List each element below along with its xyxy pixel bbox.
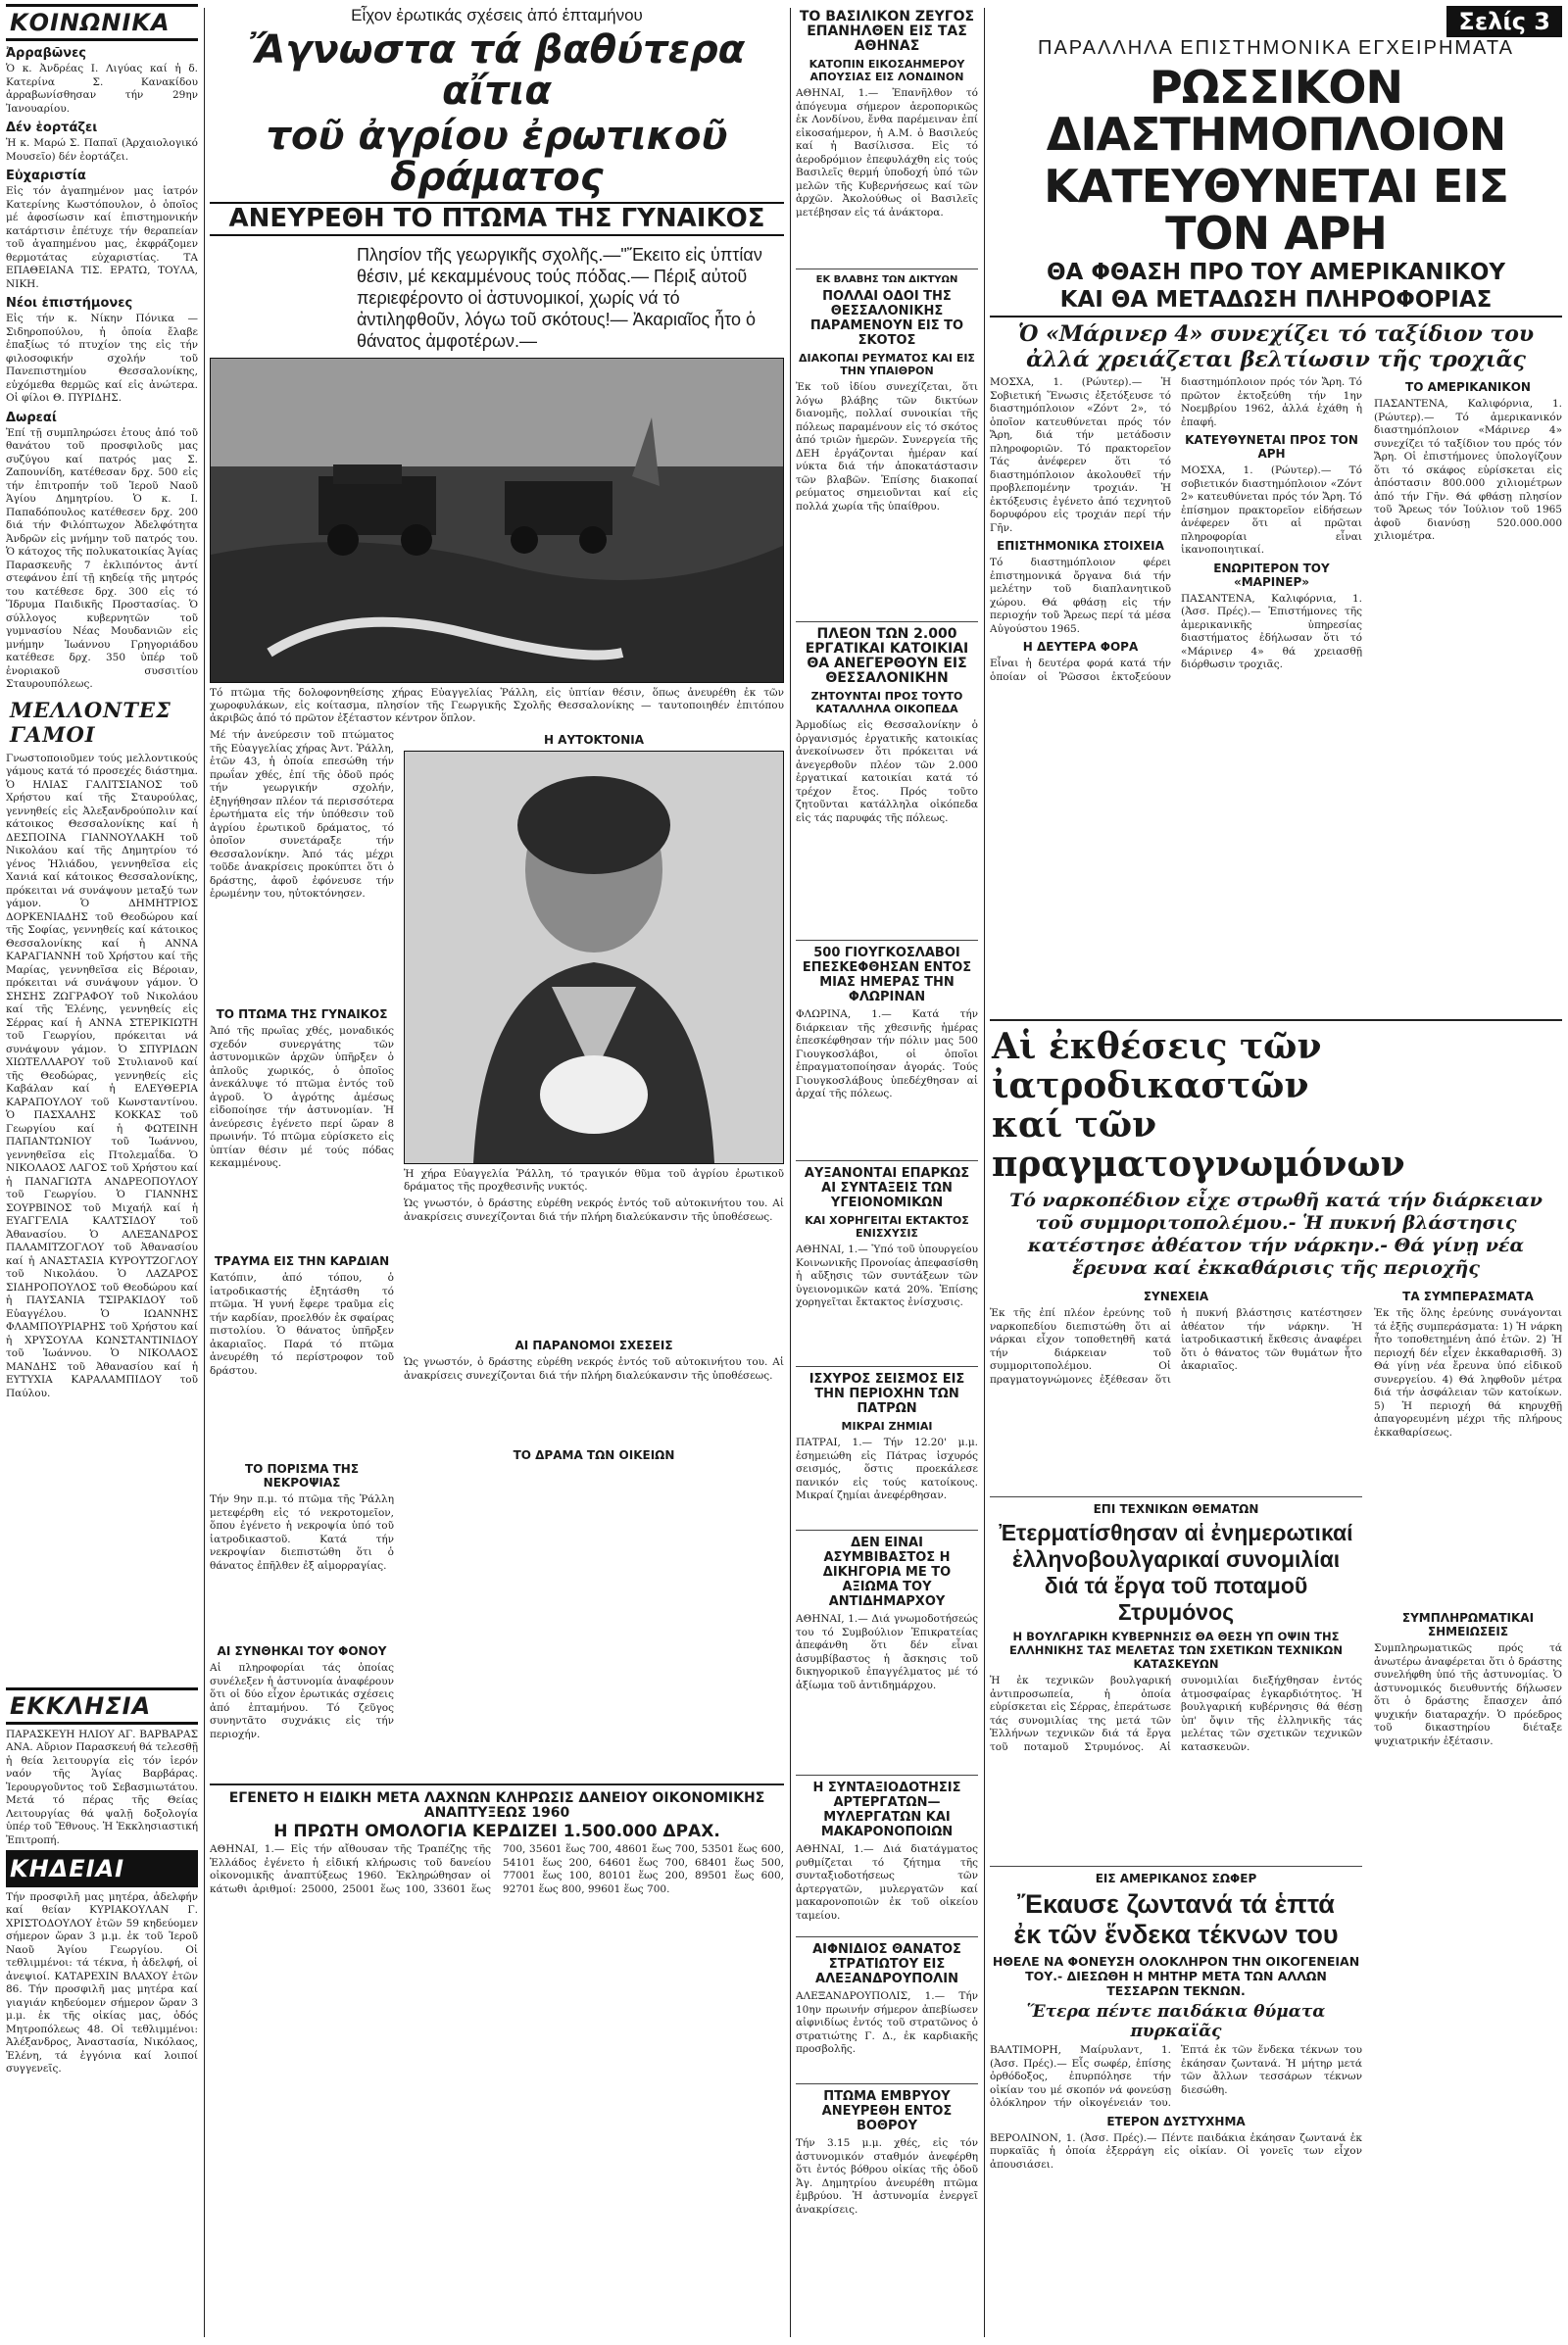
autopsy-body-main bbox=[990, 1286, 1362, 1390]
graduates-heading: Νέοι ἐπιστήμονες bbox=[6, 296, 133, 311]
story-headline-line2: τοῦ ἀγρίου ἐρωτικοῦ δράματος bbox=[266, 114, 728, 200]
lottery-subheadline: Η ΠΡΩΤΗ ΟΜΟΛΟΓΙΑ ΚΕΡΔΙΖΕΙ 1.500.000 ΔΡΑΧ. bbox=[273, 1822, 720, 1842]
story-text-7: Ὡς γνωστόν, ὁ δράστης εὑρέθη νεκρός ἐντός τοῦ αὐτοκινήτου του. Αἱ ἀνακρίσεις συνεχίζονται διά τήν πλήρη διαλεύκανσιν τῆς ὑποθέσεως. bbox=[404, 1356, 784, 1382]
tech-headline-line3: διά τά ἔργα τοῦ ποταμοῦ Στρυμόνος bbox=[1044, 1573, 1308, 1626]
bakers-headline: Η ΣΥΝΤΑΞΙΟΔΟΤΗΣΙΣ ΑΡΤΕΡΓΑΤΩΝ—ΜΥΛΕΡΓΑΤΩΝ ΚΑΙ ΜΑΚΑΡΟΝΟΠΟΙΩΝ bbox=[812, 1781, 961, 1839]
quake-headline: ΙΣΧΥΡΟΣ ΣΕΙΣΜΟΣ ΕΙΣ ΤΗΝ ΠΕΡΙΟΧΗΝ ΤΩΝ ΠΑΤΡΩΝ bbox=[808, 1372, 965, 1416]
quake-subheadline: ΜΙΚΡΑΙ ΖΗΜΙΑΙ bbox=[841, 1420, 933, 1433]
health-headline: ΑΥΞΑΝΟΝΤΑΙ ΕΠΑΡΚΩΣ ΑΙ ΣΥΝΤΑΞΕΙΣ ΤΩΝ ΥΓΕΙΟΝΟΜΙΚΩΝ bbox=[804, 1166, 970, 1210]
weddings-text: Γνωστοποιοῦμεν τούς μελλοντικούς γάμους κατά τό προσεχές διάστημα. Ὁ ΗΛΙΑΣ ΓΑΛΙΤΣΙΑΝΟΣ τοῦ Χρήστου καί τῆς Σταυρούλας, γεννηθείς εἰς Ἀλεξανδρούπολιν καί κάτοικος Θεσσαλονίκης καί ἡ ΔΕΣΠΟΙΝΑ ΓΙΑΝΝΟΥΛΑΚΗ τοῦ Νικολάου καί τῆς Δημητρίου τό γένος Ἠλιάδου, γεννηθεῖσα εἰς Χανιά καί κάτοικος Θεσσαλονίκης, πρόκειται νά συνάψουν μεταξύ των γάμον. Ὁ ΔΗΜΗΤΡΙΟΣ ΔΟΡΚΕΝΙΑΔΗΣ τοῦ Θεοδώρου καί τῆς Σοφίας, γεννηθείς καί κάτοικος Θεσσαλονίκης καί ἡ ΑΝΝΑ ΚΑΡΑΓΙΑΝΝΗ τοῦ Χρήστου καί τῆς Μαρίας, γεννηθεῖσα εἰς Βέροιαν, πρόκειται νά συνάψουν γάμον. Ὁ ΣΗΣΗΣ ΖΩΓΡΑΦΟΥ τοῦ Νικολάου καί τῆς Ἑλένης, γεννηθείς εἰς Σέρρας καί ἡ ΑΝΝΑ ΣΤΕΡΙΚΙΩΤΗ τοῦ Γεωργίου, πρόκειται νά συνάψουν γάμον. Ὁ ΣΠΥΡΙΔΩΝ ΧΙΩΤΕΛΛΑΡΟΥ τοῦ Στυλιανοῦ καί τῆς Θεοδώρας, γεννηθείς εἰς Καβάλαν καί ἡ ΕΛΕΥΘΕΡΙΑ ΚΑΡΑΠΟΥΛΟΥ τοῦ Κωνσταντίνου. Ὁ ΠΑΣΧΑΛΗΣ ΚΟΚΚΑΣ τοῦ Γεωργίου καί ἡ ΦΩΤΕΙΝΗ ΠΑΠΑΝΤΩΝΙΟΥ τοῦ Ἰωάννου, γεννηθεῖσα εἰς Πτολεμαΐδα. Ὁ ΝΙΚΟΛΑΟΣ ΛΑΓΟΣ τοῦ Χρήστου καί ἡ ΠΑΝΑΓΙΩΤΑ ΑΝΔΡΕΟΠΟΥΛΟΥ τοῦ Γεωργίου. Ὁ ΓΙΑΝΝΗΣ ΣΟΥΡΒΙΝΟΣ τοῦ Μιχαήλ καί ἡ ΕΥΑΓΓΕΛΙΑ ΚΑΛΤΣΙΔΟΥ τοῦ Ἀθανασίου. Ὁ ΑΛΕΞΑΝΔΡΟΣ ΠΑΛΑΜΙΤΖΟΓΛΟΥ τοῦ Ἀθανασίου καί ἡ ΑΝΑΣΤΑΣΙΑ ΚΥΡΟΥΤΖΟΓΛΟΥ τοῦ Νικολάου. Ὁ ΛΑΖΑΡΟΣ ΣΙΔΗΡΟΠΟΥΛΟΣ τοῦ Θεοδώρου καί ἡ ΠΑΥΣΑΝΙΑ ΤΣΙΡΑΚΙΔΟΥ τοῦ Εὐαγγέλου. Ὁ ΙΩΑΝΝΗΣ ΦΛΑΜΠΟΥΡΙΑΡΗΣ τοῦ Χρήστου καί ἡ ΧΡΥΣΟΥΛΑ ΚΩΝΣΤΑΝΤΙΝΙΔΟΥ τοῦ Ἰωάννου. Ὁ ΝΙΚΟΛΑΟΣ ΜΑΝΔΗΣ τοῦ Ἀθανασίου καί ἡ ΕΥΤΥΧΙΑ ΚΑΡΑΛΑΜΠΙΔΟΥ τοῦ Παύλου. bbox=[6, 752, 198, 1399]
divider bbox=[990, 1019, 1562, 1021]
engagements-text: Ὁ κ. Ἀνδρέας Ι. Λιγύας καί ἡ δ. Κατερίνα Σ. Κανακίδου ἀρραβωνίσθησαν τήν 29ην Ἰανουαρίου. bbox=[6, 63, 198, 115]
divider bbox=[210, 1783, 784, 1785]
space-deck: Ὁ «Μάρινερ 4» συνεχίζει τό ταξίδιον του ἀλλά χρειάζεται βελτίωσιν τῆς τροχιᾶς bbox=[1017, 321, 1535, 373]
deputy-text: ΑΘΗΝΑΙ, 1.— Διά γνωμοδοτήσεώς του τό Συμβούλιον Ἐπικρατείας ἀπεφάνθη ὅτι δέν εἶναι ἀσυμβίβαστος ἡ ἄσκησις τοῦ δικηγορικοῦ ἐπαγγέλματος μέ τό ἀξίωμα τοῦ ἀντιδημάρχου. bbox=[796, 1613, 978, 1691]
driver-sub-2: ΕΤΕΡΟΝ ΔΥΣΤΥΧΗΜΑ bbox=[1106, 2114, 1246, 2128]
autopsy-body bbox=[990, 1286, 1562, 1491]
thanks-heading: Εὐχαριστία bbox=[6, 169, 86, 183]
story-body bbox=[210, 729, 784, 1778]
royal-text: ΑΘΗΝΑΙ, 1.— Ἐπανῆλθον τό ἀπόγευμα σήμερον ἀεροπορικῶς ἐκ Λονδίνου, ἔνθα παρέμειναν ἐπί εἰκοσαήμερον, ἡ Α.Μ. ὁ Βασιλεύς καί ἡ Βασίλισσα. Εἰς τό ἀεροδρόμιον ἐπεφυλάχθη εἰς τούς Βασιλεῖς θερμή ὑποδοχή ὑπό τῶν μελῶν τῆς Κυβερνήσεως καί τῶν ἀρχῶν. Ἀκολούθως οἱ Βασιλεῖς μετέβησαν εἰς τά ἀνάκτορα. bbox=[796, 87, 978, 219]
network-text: Ἐκ τοῦ ἰδίου συνεχίζεται, ὅτι λόγω βλάβης τῶν δικτύων διανομῆς, πολλαί συνοικίαι τῆς πόλεως παραμένουν εἰς τό σκότος ἀπό τριῶν ἡμερῶν. Συνεργεία τῆς ΔΕΗ ἐργάζονται ἡμέραν καί νύκτα διά τήν ἀποκατάστασιν τῶν βλαβῶν. Ἐπίσης διακοπαί ρεύματος σημειοῦνται καί εἰς πολλά χωρία τῆς ὑπαίθρου. bbox=[796, 381, 978, 513]
network-subheadline: ΔΙΑΚΟΠΑΙ ΡΕΥΜΑΤΟΣ ΚΑΙ ΕΙΣ ΤΗΝ ΥΠΑΙΘΡΟΝ bbox=[799, 352, 975, 377]
driver-deck: Ἕτερα πέντε παιδάκια θύματα πυρκαϊᾶς bbox=[1026, 2002, 1326, 2042]
story-sub-wound: ΤΡΑΥΜΑ ΕΙΣ ΤΗΝ ΚΑΡΔΙΑΝ bbox=[214, 1254, 390, 1269]
main-story bbox=[210, 0, 784, 2345]
royal-subheadline: ΚΑΤΟΠΙΝ ΕΙΚΟΣΑΗΜΕΡΟΥ ΑΠΟΥΣΙΑΣ ΕΙΣ ΛΟΝΔΙΝΟΝ bbox=[808, 58, 965, 83]
soldier-text: ΑΛΕΞΑΝΔΡΟΥΠΟΛΙΣ, 1.— Τήν 10ην πρωινήν σήμερον ἀπεβίωσεν αἰφνιδίως ἐντός τοῦ στρατῶνος ὁ στρατιώτης Γ. Δ., ἐκ καρδιακῆς προσβολῆς. bbox=[796, 1990, 978, 2055]
story-lead: Πλησίον τῆς γεωργικῆς σχολῆς.—"Ἔκειτο εἰς ὑπτίαν θέσιν, μέ κεκαμμένους τούς πόδας.— Πέριξ αὐτοῦ περιεφέροντο οἱ ἀστυνομικοί, χωρίς νά τό ἀντιληφθοῦν, λόγω τοῦ σκότους!— Ἀκαριαῖος ἦτο ὁ θάνατος ἀμφοτέρων.— bbox=[357, 245, 762, 352]
embryo-headline: ΠΤΩΜΑ ΕΜΒΡΥΟΥ ΑΝΕΥΡΕΘΗ ΕΝΤΟΣ ΒΟΘΡΟΥ bbox=[821, 2089, 953, 2133]
divider bbox=[990, 1496, 1362, 1497]
weddings-heading: ΜΕΛΛΟΝΤΕΣ ΓΑΜΟΙ bbox=[10, 697, 172, 747]
network-headline: ΠΟΛΛΑΙ ΟΔΟΙ ΤΗΣ ΘΕΣΣΑΛΟΝΙΚΗΣ ΠΑΡΑΜΕΝΟΥΝ ΕΙΣ ΤΟ ΣΚΟΤΟΣ bbox=[809, 289, 964, 348]
story-text-3: Κατόπιν, ἀπό τόπου, ὁ ἰατροδικαστής ἐξητάσθη τό πτῶμα. Ἡ γυνή ἔφερε τραῦμα εἰς τήν καρδίαν, προελθόν ἐκ σφαίρας πιστολίου. Ὁ θάνατος ὑπῆρξεν ἀκαριαῖος. Παρά τό πτῶμα ἀνευρέθη τό περίστροφον τοῦ δράστου. bbox=[210, 1272, 394, 1377]
story-sub-relations: ΑΙ ΠΑΡΑΝΟΜΟΙ ΣΧΕΣΕΙΣ bbox=[514, 1339, 673, 1353]
health-subheadline: ΚΑΙ ΧΟΡΗΓΕΙΤΑΙ ΕΚΤΑΚΤΟΣ ΕΝΙΣΧΥΣΙΣ bbox=[805, 1214, 969, 1240]
space-text-2: Τό διαστημόπλοιον φέρει ἐπιστημονικά ὄργανα διά τήν μελέτην τοῦ διαπλανητικοῦ χώρου. Θά φθάσῃ εἰς τήν περιοχήν τοῦ Ἄρεως περί τά μέσα Αὐγούστου 1965. bbox=[990, 557, 1171, 635]
thanks-text: Εἰς τόν ἀγαπημένον μας ἰατρόν Κατερίνης Κωστόπουλον, ὁ ὁποῖος μέ ἀφοσίωσιν καί ἐπιστημονικήν κατάρτισιν ἐπέτυχε τήν θεραπείαν τοῦ ἀγαπημένου μας, ἐκφράζομεν θερμοτάτας εὐχαριστίας. ΤΑ ΕΠΑΘΕΙΑΝΑ ΤΙΣ. ΕΡΑΤΩ, ΤΟΥΛΑ, ΝΙΚΗ. bbox=[6, 185, 198, 290]
tourists-headline: 500 ΓΙΟΥΓΚΟΣΛΑΒΟΙ ΕΠΕΣΚΕΦΘΗΣΑΝ ΕΝΤΟΣ ΜΙΑΣ ΗΜΕΡΑΣ ΤΗΝ ΦΛΩΡΙΝΑΝ bbox=[802, 946, 972, 1004]
tech-headline-line2: ἑλληνοβουλγαρικαί συνομιλίαι bbox=[1011, 1546, 1341, 1573]
tech-headline-line1: Ἐτερματίσθησαν αἱ ἐνημερωτικαί bbox=[999, 1520, 1353, 1546]
driver-subheadline: ΗΘΕΛΕ ΝΑ ΦΟΝΕΥΣΗ ΟΛΟΚΛΗΡΟΝ ΤΗΝ ΟΙΚΟΓΕΝΕΙΑΝ ΤΟΥ.- ΔΙΕΣΩΘΗ Η ΜΗΤΗΡ ΜΕΤΑ ΤΩΝ ΑΛΛΩΝ ΤΕΣΣΑΡΩΝ ΤΕΚΝΩΝ. bbox=[992, 1954, 1360, 1999]
space-text-5: ΠΑΣΑΝΤΕΝΑ, Καλιφόρνια, 1. (Ἀσσ. Πρές).— Ἐπιστήμονες τῆς ἀμερικανικῆς ὑπηρεσίας διαστήματος ἐδήλωσαν ὅτι τό «Μάρινερ 4» θά χρειασθῇ διόρθωσιν τροχιᾶς. bbox=[1181, 592, 1362, 671]
divider bbox=[796, 621, 978, 622]
story-body-col1 bbox=[210, 729, 394, 1744]
embryo-text: Τήν 3.15 μ.μ. χθές, εἰς τόν ἀστυνομικόν σταθμόν ἀνεφέρθη ὅτι ἐντός βόθρου οἰκίας τῆς ὁδοῦ Ἁγ. Δημητρίου ἀνευρέθη πτῶμα ἐμβρύου. Ἡ ἀστυνομία ἐνεργεῖ ἀνακρίσεις. bbox=[796, 2137, 978, 2216]
autopsy-side-text: Ἐκ τῆς ὅλης ἐρεύνης συνάγονται τά ἑξῆς συμπεράσματα: 1) Ἡ νάρκη ἦτο τοποθετημένη ἀπό ἐτῶν. 2) Ἡ περιοχή δέν εἶχεν ἐκκαθαρισθῆ. 3) Θά γίνῃ νέα ἔρευνα ὑπό εἰδικοῦ συνεργείου. 4) Θά ληφθοῦν μέτρα διά τήν ἀσφάλειαν τῶν κατοίκων. 5) Ἡ περιοχή θά κηρυχθῇ ἀπαγορευμένη μέχρι τῆς πλήρους ἐκκαθαρίσεως. bbox=[1374, 1307, 1562, 1439]
space-sub-1: ΕΠΙΣΤΗΜΟΝΙΚΑ ΣΤΟΙΧΕΙΑ bbox=[997, 539, 1164, 554]
workers-text: Ἀρμοδίως εἰς Θεσσαλονίκην ὁ ὀργανισμός ἐργατικῆς κατοικίας ἀνεκοίνωσεν ὅτι πρόκειται νά ἀνεγερθοῦν πλέον τῶν 2.000 ἐργατικαί κατοικίαι κατά τό τρέχον ἔτος. Πρός τοῦτο ζητοῦνται κατάλληλα οἰκόπεδα εἰς τάς παρυφάς τῆς πόλεως. bbox=[796, 719, 978, 824]
autopsy-deck: Τό ναρκοπέδιον εἶχε στρωθῆ κατά τήν διάρκειαν τοῦ συμμοριτοπολέμου.- Ἡ πυκνή βλάστησις κατέστησε ἀθέατον τήν νάρκην.- Θά γίνῃ νέα ἔρευνα καί ἐκκαθάρισις τῆς περιοχῆς bbox=[1009, 1190, 1543, 1280]
divider bbox=[796, 2083, 978, 2084]
bakers-text: ΑΘΗΝΑΙ, 1.— Διά διατάγματος ρυθμίζεται τό ζήτημα τῆς συνταξιοδοτήσεως τῶν ἀρτεργατῶν, μυλεργατῶν καί μακαρονοποιῶν ἐκ τοῦ οἰκείου ταμείου. bbox=[796, 1843, 978, 1922]
driver-headline-line1: Ἔκαυσε ζωντανά τά ἑπτά bbox=[1017, 1889, 1335, 1920]
lottery-text: ΑΘΗΝΑΙ, 1.— Εἰς τήν αἴθουσαν τῆς Τραπέζης τῆς Ἑλλάδος ἐγένετο ἡ εἰδική κλήρωσις τοῦ δανείου οἰκονομικῆς ἀναπτύξεως 1960. Ἐκληρώθησαν οἱ κάτωθι ἀριθμοί: 25000, 25001 ἕως 100, 33601 ἕως 700, 35601 ἕως 700, 48601 ἕως 700, 53501 ἕως 600, 54101 ἕως 200, 64601 ἕως 700, 68401 ἕως 500, 77001 ἕως 100, 80101 ἕως 200, 89501 ἕως 600, 92701 ἕως 800, 99601 ἕως 700. bbox=[210, 1843, 784, 1895]
tech-kicker: ΕΠΙ ΤΕΧΝΙΚΩΝ ΘΕΜΑΤΩΝ bbox=[1093, 1502, 1259, 1517]
space-kicker: ΠΑΡΑΛΛΗΛΑ ΕΠΙΣΤΗΜΟΝΙΚΑ ΕΓΧΕΙΡΗΜΑΤΑ bbox=[1038, 37, 1514, 59]
royal-headline: ΤΟ ΒΑΣΙΛΙΚΟΝ ΖΕΥΓΟΣ ΕΠΑΝΗΛΘΕΝ ΕΙΣ ΤΑΣ ΑΘΗΝΑΣ bbox=[799, 9, 975, 54]
autopsy-side-heading: ΤΑ ΣΥΜΠΕΡΑΣΜΑΤΑ bbox=[1402, 1290, 1534, 1304]
divider bbox=[796, 1775, 978, 1776]
space-text-1: ΜΟΣΧΑ, 1. (Ρώυτερ).— Ἡ Σοβιετική Ἕνωσις ἐξετόξευσε τό διαστημόπλοιον «Ζόντ 2», τό ὁποῖον κατευθύνεται πρός τόν Ἄρη, διά τήν μετάδοσιν πληροφοριῶν. Τό πρακτορεῖον Τάς ἀνέφερεν ὅτι τό διαστημόπλοιον ἀκολουθεῖ τήν προβλεπομένην τροχιάν. Ἡ ἐκτόξευσις ἐγένετο ἀπό τεχνητοῦ δορυφόρου εἰς τροχιάν περί τήν Γῆν. bbox=[990, 376, 1171, 534]
autopsy-body-side bbox=[1374, 1286, 1562, 1442]
church-text: ΠΑΡΑΣΚΕΥΗ ΗΛΙΟΥ ΑΓ. ΒΑΡΒΑΡΑΣ ΑΝΑ. Αὔριον Παρασκευή θά τελεσθῇ ἡ θεία λειτουργία εἰς τόν ἱερόν ναόν τῆς Ἁγίας Βαρβάρας. Ἱερουργοῦντος τοῦ Σεβασμιωτάτου. Μετά τό πέρας τῆς Θείας Λειτουργίας θά ψαλῇ δοξολογία ὑπέρ τοῦ Ἔθνους. Ἡ Ἐκκλησιαστική Ἐπιτροπή. bbox=[6, 1728, 198, 1846]
right-section bbox=[990, 0, 1562, 2345]
donations-text: Ἐπί τῇ συμπληρώσει ἐτους ἀπό τοῦ θανάτου τοῦ προσφιλοῦς μας συζύγου καί πατρός μας Σ. Ζαπουνίδη, κατέθεσαν δρχ. 500 εἰς τήν ἐπιτροπήν τοῦ Ἱεροῦ Ναοῦ Ἁγίου Δημητρίου. Ὁ κ. Ι. Παπαδόπουλος κατέθεσεν δρχ. 200 διά τήν Φιλόπτωχον Ἀδελφότητα Ἀνδρῶν εἰς μνήμην τοῦ πατρός του. Ὁ κάτοχος τῆς πολυκατοικίας Ἁγίας Παρασκευῆς 7 ἐκλιπόντος ἀντί στεφάνου ἐπί τῇ κηδείᾳ τῆς μητρός του κατέθεσε δρχ. 300 εἰς τό Ἵδρυμα Παιδικῆς Προστασίας. Ὁ σύλλογος κυβερνητῶν τοῦ γυμνασίου Νέας Μουδανιῶν εἰς μνήμην Ἰωάννου Γρηγοριάδου κατέθεσε δρχ. 350 ὑπέρ τοῦ ἐνοριακοῦ συσσιτίου Σταυρουπόλεως. bbox=[6, 426, 198, 690]
news-column bbox=[796, 0, 978, 2345]
engagements-heading: Ἀρραβῶνες bbox=[6, 46, 87, 61]
story-kicker: Εἶχον ἐρωτικάς σχέσεις ἀπό ἑπταμήνου bbox=[351, 6, 643, 24]
driver-story bbox=[990, 1866, 1362, 2172]
divider bbox=[796, 1936, 978, 1937]
celebrate-text: Ἡ κ. Μαρώ Σ. Παπαϊ (Ἀρχαιολογικό Μουσεῖο) δέν ἑορτάζει. bbox=[6, 137, 198, 163]
workers-subheadline: ΖΗΤΟΥΝΤΑΙ ΠΡΟΣ ΤΟΥΤΟ ΚΑΤΑΛΛΗΛΑ ΟΙΚΟΠΕΔΑ bbox=[810, 690, 963, 715]
page-number-tag: Σελίς 3 bbox=[1446, 6, 1562, 37]
tech-story bbox=[990, 1496, 1362, 1861]
workers-headline: ΠΛΕΟΝ ΤΩΝ 2.000 ΕΡΓΑΤΙΚΑΙ ΚΑΤΟΙΚΙΑΙ ΘΑ ΑΝΕΓΕΡΘΟΥΝ ΕΙΣ ΘΕΣΣΑΛΟΝΙΚΗΝ bbox=[805, 626, 969, 686]
victim-portrait-caption: Ἡ χήρα Εὐαγγελία Ῥάλλη, τό τραγικόν θῦμα τοῦ ἀγρίου ἐρωτικοῦ δράματος τῆς προχθεσινῆς νυκτός. bbox=[404, 1168, 784, 1194]
donations-heading: Δωρεαί bbox=[6, 410, 57, 425]
driver-side-heading: ΣΥΜΠΛΗΡΩΜΑΤΙΚΑΙ ΣΗΜΕΙΩΣΕΙΣ bbox=[1401, 1611, 1535, 1638]
space-sub-2: Η ΔΕΥΤΕΡΑ ΦΟΡΑ bbox=[1022, 640, 1139, 655]
space-side-text: ΠΑΣΑΝΤΕΝΑ, Καλιφόρνια, 1. (Ρώυτερ).— Τό ἀμερικανικόν διαστημόπλοιον «Μάρινερ 4» συνεχίζει τό ταξίδιον του πρός τόν Ἄρη. Οἱ ἐπιστήμονες ὑπολογίζουν ὅτι τό σκάφος εὑρίσκεται εἰς ἀπόστασιν 800.000 χιλιομέτρων ἀπό τήν Γῆν. Θά φθάσῃ πλησίον τοῦ Ἄρεως τόν Ἰούλιον τοῦ 1965 ἀφοῦ διανύσῃ 520.000.000 χιλιομέτρα. bbox=[1374, 398, 1562, 543]
divider bbox=[796, 1530, 978, 1531]
column-rule bbox=[790, 8, 791, 2337]
autopsy-sub: ΣΥΝΕΧΕΙΑ bbox=[1143, 1290, 1209, 1304]
page-number-block bbox=[990, 6, 1562, 37]
story-subheadline: ΑΝΕΥΡΕΘΗ ΤΟ ΠΤΩΜΑ ΤΗΣ ΓΥΝΑΙΚΟΣ bbox=[210, 202, 784, 236]
divider bbox=[796, 940, 978, 941]
story-text-1: Μέ τήν ἀνεύρεσιν τοῦ πτώματος τῆς Εὐαγγελίας χήρας Ἀντ. Ῥάλλη, ἐτῶν 43, ἡ ὁποία επεσώθη τήν πρωΐαν χθές, ἐπί τῆς ὁδοῦ πρός τήν γεωργικήν σχολήν, ἐξηγήθησαν πλέον τά περισσότερα ἐρωτήματα εἰς τήν ὑπόθεσιν τοῦ ἀγρίου ἐρωτικοῦ δράματος, τό ὁποῖον συνετάραξε τήν Θεσσαλονίκην. Ἀπό τάς μέχρι τοῦδε ἀνακρίσεις προκύπτει ὅτι ὁ δράστης, ἀφοῦ ἐφόνευσε τήν ἐρωμένην του, ηὐτοκτόνησεν. bbox=[210, 729, 394, 901]
quake-text: ΠΑΤΡΑΙ, 1.— Τήν 12.20' μ.μ. ἐσημειώθη εἰς Πάτρας ἰσχυρός σεισμός, ὅστις προεκάλεσε πανικόν εἰς τούς κατοίκους. Μικραί ζημίαι ἀνεφέρθησαν. bbox=[796, 1437, 978, 1501]
column-rule bbox=[204, 8, 205, 2337]
funerals-text: Τήν προσφιλῆ μας μητέρα, ἀδελφήν καί θείαν ΚΥΡΙΑΚΟΥΛΑΝ Γ. ΧΡΙΣΤΟΔΟΥΛΟΥ ἐτῶν 59 κηδεύομεν σήμερον ὥραν 3 μ.μ. ἐκ τοῦ Ἱεροῦ Ναοῦ Ἁγίου Γεωργίου. Οἱ τεθλιμμένοι: τά τέκνα, ἡ ἀδελφή, οἱ ἀνεψιοί. ΚΑΤΑΡΕΧΙΝ ΒΛΑΧΟΥ ἐτῶν 86. Τήν προσφιλῆ μας μητέρα καί γιαγιάν κηδεύομεν σήμερον ὥραν 3 μ.μ. ἐκ τῆς οἰκίας μας, ὁδός Μητροπόλεως 48. Οἱ τεθλιμμένοι: Ἀλέξανδρος, Ἀναστασία, Νικόλαος, Ἑλένη, τά ἐγγόνια καί λοιποί συγγενεῖς. bbox=[6, 1890, 198, 2075]
story-body-col2 bbox=[404, 729, 784, 1466]
driver-text-2: ΒΕΡΟΛΙΝΟΝ, 1. (Ἀσσ. Πρές).— Πέντε παιδάκια ἐκάησαν ζωντανά ἐκ πυρκαϊᾶς ἡ ὁποία ἐξερράγη εἰς οἰκίαν. Οἱ γονεῖς των εἶχον ἀπουσιάσει. bbox=[990, 2131, 1362, 2171]
driver-kicker: ΕΙΣ ΑΜΕΡΙΚΑΝΟΣ ΣΩΦΕΡ bbox=[1095, 1872, 1257, 1886]
autopsy-text: Ἐκ τῆς ἐπί πλέον ἐρεύνης τοῦ ναρκοπεδίου διεπιστώθη ὅτι αἱ νάρκαι εἶχον τοποθετηθῆ κατά τήν διάρκειαν τοῦ συμμοριτοπολέμου. Οἱ πραγματογνώμονες ἐξέθεσαν ὅτι ἡ πυκνή βλάστησις κατέστησεν ἀθέατον τήν νάρκην. Ἡ ἰατροδικαστική ἔκθεσις ἀναφέρει ὅτι ὁ θάνατος τῶν θυμάτων ἦτο ἀκαριαῖος. bbox=[990, 1307, 1362, 1386]
divider bbox=[796, 1160, 978, 1161]
space-subheadline-1: ΘΑ ΦΘΑΣΗ ΠΡΟ ΤΟΥ ΑΜΕΡΙΚΑΝΙΚΟΥ bbox=[1046, 260, 1506, 286]
victim-portrait-image bbox=[405, 752, 783, 1163]
field-photo bbox=[210, 358, 784, 683]
space-text-3: Εἶναι ἡ δευτέρα φορά κατά τήν ὁποίαν οἱ Ῥῶσσοι ἐκτοξεύουν διαστημόπλοιον πρός τόν Ἄρη. Τό πρῶτον ἐκτοξεύθη τήν 1ην Νοεμβρίου 1962, ἀλλά ἐχάθη ἡ ἐπαφή. bbox=[990, 376, 1362, 683]
church-heading: ΕΚΚΛΗΣΙΑ bbox=[6, 1687, 198, 1725]
story-sub-family: ΤΟ ΔΡΑΜΑ ΤΩΝ ΟΙΚΕΙΩΝ bbox=[513, 1448, 675, 1463]
driver-side-text: Συμπληρωματικῶς πρός τά ἀνωτέρω ἀναφέρεται ὅτι ὁ δράστης συνελήφθη ὑπό τῆς ἀστυνομίας. Ὁ ἀστυνομικός διευθυντής δήλωσεν ὅτι ὁ δράστης ἔπασχεν ἀπό ψυχικήν διαταραχήν. Ὁ πρόεδρος τοῦ δικαστηρίου διέταξε ψυχιατρικήν ἐξέτασιν. bbox=[1374, 1642, 1562, 1747]
celebrate-heading: Δέν ἑορτάζει bbox=[6, 121, 98, 135]
autopsy-headline-line1: Αἱ ἐκθέσεις τῶν ἰατροδικαστῶν bbox=[992, 1026, 1322, 1107]
autopsy-headline-line2: καί τῶν πραγματογνωμόνων bbox=[992, 1104, 1405, 1186]
left-column bbox=[6, 0, 198, 2345]
story-sub-autopsy: ΤΟ ΠΟΡΙΣΜΑ ΤΗΣ ΝΕΚΡΟΨΙΑΣ bbox=[244, 1462, 360, 1490]
space-body-side bbox=[1374, 376, 1562, 547]
story-text-6: Ὡς γνωστόν, ὁ δράστης εὑρέθη νεκρός ἐντός τοῦ αὐτοκινήτου του. Αἱ ἀνακρίσεις συνεχίζονται διά τήν πλήρη διαλεύκανσιν τῆς ὑποθέσεως. bbox=[404, 1197, 784, 1223]
deputy-headline: ΔΕΝ ΕΙΝΑΙ ΑΣΥΜΒΙΒΑΣΤΟΣ Η ΔΙΚΗΓΟΡΙΑ ΜΕ ΤΟ ΑΞΙΩΜΑ ΤΟΥ ΑΝΤΙΔΗΜΑΡΧΟΥ bbox=[822, 1536, 952, 1609]
space-body-main bbox=[990, 376, 1362, 1013]
tech-subheadline: Η ΒΟΥΛΓΑΡΙΚΗ ΚΥΒΕΡΝΗΣΙΣ ΘΑ ΘΕΣΗ ΥΠ ΟΨΙΝ ΤΗΣ ΕΛΛΗΝΙΚΗΣ ΤΑΣ ΜΕΛΕΤΑΣ ΤΩΝ ΣΧΕΤΙΚΩΝ ΤΕΧΝΙΚΩΝ ΚΑΤΑΣΚΕΥΩΝ bbox=[1009, 1630, 1343, 1672]
lottery-headline: ΕΓΕΝΕΤΟ Η ΕΙΔΙΚΗ ΜΕΤΑ ΛΑΧΝΩΝ ΚΛΗΡΩΣΙΣ ΔΑΝΕΙΟΥ ΟΙΚΟΝΟΜΙΚΗΣ ΑΝΑΠΤΥΞΕΩΣ 1960 bbox=[228, 1790, 765, 1822]
space-body bbox=[990, 376, 1562, 1013]
graduates-text: Εἰς τήν κ. Νίκην Πόνικα — Σιδηροπούλου, ἡ ὁποία ἔλαβε ἐπαξίως τό πτυχίον της εἰς τήν φιλοσοφικήν σχολήν τοῦ Πανεπιστημίου Θεσσαλονίκης, εὐχόμεθα θερμῶς καί εἰς ἀνώτερα. Οἱ φίλοι Θ. ΠΥΡΙΔΗΣ. bbox=[6, 313, 198, 404]
space-headline-line1: ΡΩΣΣΙΚΟΝ ΔΙΑΣΤΗΜΟΠΛΟΙΟΝ bbox=[1046, 61, 1506, 162]
tech-text: Ἡ ἐκ τεχνικῶν βουλγαρική ἀντιπροσωπεία, ἡ ὁποία εὑρίσκεται εἰς Σέρρας, ἐπεράτωσε τάς συνομιλίας της μετά τῶν Ἑλλήνων τεχνικῶν διά τά ἔργα τοῦ ποταμοῦ Στρυμόνος. Αἱ συνομιλίαι διεξήχθησαν ἐντός ἀτμοσφαίρας ἐγκαρδιότητος. Ἡ βουλγαρική κυβέρνησις θά θέσῃ ὑπ' ὄψιν τῆς ἑλληνικῆς τάς μελέτας τῶν σχετικῶν τεχνικῶν κατασκευῶν. bbox=[990, 1675, 1362, 1753]
social-section-title: ΚΟΙΝΩΝΙΚΑ bbox=[6, 4, 198, 41]
story-headline-line1: Ἄγνωστα τά βαθύτερα αἴτια bbox=[248, 27, 746, 114]
space-text-4: ΜΟΣΧΑ, 1. (Ρώυτερ).— Τό σοβιετικόν διαστημόπλοιον «Ζόντ 2» κατευθύνεται πρός τόν Ἄρη. Τό ἐπίσημον πρακτορεῖον εἰδήσεων ἀνέφερεν ὅτι αἱ πρῶται πληροφορίαι εἶναι ἱκανοποιητικαί. bbox=[1181, 464, 1362, 557]
funerals-heading: ΚΗΔΕΙΑΙ bbox=[6, 1850, 198, 1887]
space-sub-4: ΕΝΩΡΙΤΕΡΟΝ ΤΟΥ «ΜΑΡΙΝΕΡ» bbox=[1213, 561, 1330, 589]
portrait-kicker: Η ΑΥΤΟΚΤΟΝΙΑ bbox=[543, 733, 645, 748]
victim-portrait bbox=[404, 751, 784, 1164]
story-sub-conditions: ΑΙ ΣΥΝΘΗΚΑΙ ΤΟΥ ΦΟΝΟΥ bbox=[217, 1644, 387, 1659]
space-sub-3: ΚΑΤΕΥΘΥΝΕΤΑΙ ΠΡΟΣ ΤΟΝ ΑΡΗ bbox=[1185, 433, 1358, 462]
driver-text: ΒΑΛΤΙΜΟΡΗ, Μαίρυλαντ, 1. (Ἀσσ. Πρές).— Εἷς σωφέρ, ἐπίσης ὀρθόδοξος, ἐπυρπόλησε τήν οἰκίαν του μέ σκοπόν νά φονεύσῃ ὁλόκληρον τήν οἰκογένειάν του. Ἑπτά ἐκ τῶν ἕνδεκα τέκνων του ἐκάησαν ζωντανά. Ἡ μήτηρ μετά τῶν ἄλλων τεσσάρων τέκνων διεσώθη. bbox=[990, 2044, 1362, 2110]
column-rule bbox=[984, 8, 985, 2337]
tourists-text: ΦΛΩΡΙΝΑ, 1.— Κατά τήν διάρκειαν τῆς χθεσινῆς ἡμέρας ἐπεσκέφθησαν τήν πόλιν μας 500 Γιουγκοσλάβοι, οἱ ὁποῖοι ἐπραγματοποίησαν ἀγοράς. Τούς Γιουγκοσλάβους ὑπεδέχθησαν αἱ ἀρχαί τῆς πόλεως. bbox=[796, 1008, 978, 1099]
network-kicker: ΕΚ ΒΛΑΒΗΣ ΤΩΝ ΔΙΚΤΥΩΝ bbox=[815, 274, 958, 285]
divider bbox=[796, 1366, 978, 1367]
divider bbox=[990, 1866, 1362, 1867]
story-text-5: Αἱ πληροφορίαι τάς ὁποίας συνέλεξεν ἡ ἀστυνομία ἀναφέρουν ὅτι οἱ δύο εἶχον ἐρωτικάς σχέσεις ἀπό ἑπταμήνου. Τό ζεῦγος συνηντᾶτο συχνάκις εἰς τήν περιοχήν. bbox=[210, 1662, 394, 1740]
story-text-4: Τήν 9ην π.μ. τό πτῶμα τῆς Ῥάλλη μετεφέρθη εἰς τό νεκροτομεῖον, ὅπου ἐγένετο ἡ νεκροψία ὑπό τοῦ ἰατροδικαστοῦ. Κατά τήν νεκροψίαν διεπιστώθη ὅτι ὁ θάνατος ἐπῆλθεν ἐξ αἱμορραγίας. bbox=[210, 1493, 394, 1572]
field-photo-caption: Τό πτῶμα τῆς δολοφονηθείσης χήρας Εὐαγγελίας Ῥάλλη, εἰς ὑπτίαν θέσιν, ὅπως ἀνευρέθη ἐκ τῶν χωροφυλάκων, εἰς κοίτασμα, πλησίον τῆς Γεωργικῆς Σχολῆς Θεσσαλονίκης — ταυτοποιηθέν ἐπιτόπου ἀκριβῶς ἀπό τό πρῶτον ἐξέταστον κέντρον ὅπλον. bbox=[210, 687, 784, 725]
space-headline-line2: ΚΑΤΕΥΘΥΝΕΤΑΙ ΕΙΣ ΤΟΝ ΑΡΗ bbox=[1044, 159, 1508, 260]
soldier-headline: ΑΙΦΝΙΔΙΟΣ ΘΑΝΑΤΟΣ ΣΤΡΑΤΙΩΤΟΥ ΕΙΣ ΑΛΕΞΑΝΔΡΟΥΠΟΛΙΝ bbox=[812, 1942, 961, 1986]
driver-side bbox=[1374, 1607, 1562, 1751]
space-subheadline-2: ΚΑΙ ΘΑ ΜΕΤΑΔΩΣΗ ΠΛΗΡΟΦΟΡΙΑΣ bbox=[990, 288, 1562, 318]
health-text: ΑΘΗΝΑΙ, 1.— Ὑπό τοῦ ὑπουργείου Κοινωνικῆς Προνοίας ἀπεφασίσθη ἡ αὔξησις τῶν συντάξεων τῶν ὑγειονομικῶν κατά 20%. Ἐπίσης χορηγεῖται ἔκτακτος ἐνίσχυσις. bbox=[796, 1244, 978, 1308]
story-text-2: Ἀπό τῆς πρωΐας χθές, μοναδικός σχεδόν συνεργάτης τῶν ἀστυνομικῶν ἀρχῶν ὑπῆρξεν ὁ ἁπλοῦς χωρικός, ὁ ὁποῖος ἀνεκάλυψε τό πτῶμα ἐντός τοῦ ἀγροῦ. Ὁ ἀγρότης ἀμέσως εἰδοποίησε τήν ἀστυνομίαν. Ἡ ἀνεύρεσις ἐγένετο περί ὥραν 8 πρωινήν. Τό πτῶμα εὑρίσκετο εἰς ὑπτίαν θέσιν μέ τούς πόδας κεκαμμένους. bbox=[210, 1025, 394, 1170]
driver-headline-line2: ἐκ τῶν ἕνδεκα τέκνων του bbox=[1013, 1920, 1339, 1950]
space-side-heading: ΤΟ ΑΜΕΡΙΚΑΝΙΚΟΝ bbox=[1405, 380, 1531, 395]
field-photo-image bbox=[211, 359, 784, 682]
story-sub-body: ΤΟ ΠΤΩΜΑ ΤΗΣ ΓΥΝΑΙΚΟΣ bbox=[216, 1007, 388, 1022]
